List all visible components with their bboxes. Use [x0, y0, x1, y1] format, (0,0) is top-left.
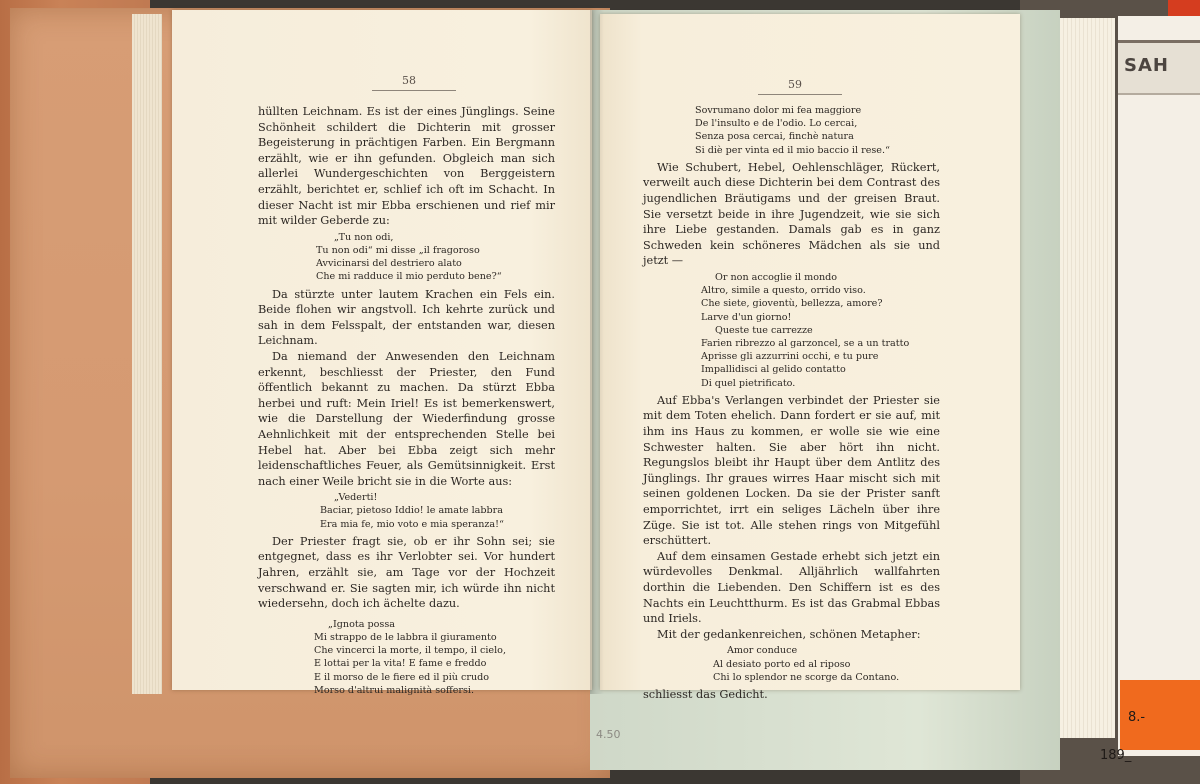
verse-line: E lottai per la vita! E fame e freddo — [314, 658, 487, 670]
page-stack-right — [1060, 18, 1115, 738]
right-page — [600, 14, 1020, 701]
paragraph: Da stürzte unter lautem Krachen ein Fels ein. Beide flohen wir angstvoll. Ich kehrte zurück und sah in dem Felsspalt, der entstanden war, diesen Leichnam. — [258, 287, 555, 348]
corner-year: 189_ — [1100, 748, 1132, 763]
verse-line: Baciar, pietoso Iddio! le amate labbra — [320, 505, 503, 517]
verse-line: Che vincerci la morte, il tempo, il cielo, — [314, 645, 507, 657]
left-text-block — [258, 104, 555, 700]
paragraph: hüllten Leichnam. Es ist der eines Jünglings. Seine Schönheit schildert die Dichterin mit grosser Begeisterung in prächtigen Farben. Ein Bergmann erzählt, wie er ihn gefunden. Obgleich man sich allerlei Wundergeschichten von Berggeistern erzählt, berichtet er, schlief ich oft im Schacht. In dieser Nacht ist mir Ebba erschienen und rief mir mit wilder Geberde zu: — [258, 105, 555, 228]
verse-line: Farien ribrezzo al garzoncel, se a un tratto — [701, 337, 910, 349]
paragraph: Auf Ebba's Verlangen verbindet der Priester sie mit dem Toten ehelich. Dann fordert er sie auf, mit ihm ins Haus zu kommen, er wolle sie wie eine Schwester halten. Sie aber hört ihn nicht. Regungslos bleibt ihr Haupt über dem Antlitz des Jünglings. Ihr graues wirres Haar mischt sich mit seinen goldenen Locken. Da sie der Prister sanft emporrichtet, irrt ein seliges Lächeln über ihre Züge. Sie ist tot. Alle stehen rings von Mitgefühl erschüttert. — [643, 393, 940, 548]
verse-line: Larve d'un giorno! — [701, 311, 792, 323]
verse-line: Sovrumano dolor mi fea maggiore — [695, 105, 862, 116]
catalog-card — [1118, 16, 1200, 756]
paragraph: Auf dem einsamen Gestade erhebt sich jetzt ein würdevolles Denkmal. Alljährlich wallfahrten dorthin die Liebenden. Den Schiffern ist es des Nachts ein Leuchtthurm. Es ist das Grabmal Ebbas und Iriels. — [643, 549, 940, 626]
verse-line: Amor conduce — [727, 645, 798, 657]
verse-line: Al desiato porto ed al riposo — [713, 658, 851, 670]
verse-block — [258, 491, 555, 531]
catalog-card-header — [1118, 40, 1200, 95]
verse-line: Mi strappo de le labbra il giuramento — [314, 632, 497, 644]
verse-line: Morso d'altrui malignità soffersi. — [314, 684, 475, 696]
right-text-block — [643, 102, 940, 703]
verse-line: Tu non odi“ mi disse „il fragoroso — [316, 244, 480, 256]
verse-line: „Tu non odi, — [334, 231, 394, 243]
page-number-left: 58 — [402, 74, 416, 87]
verse-line: Altro, simile a questo, orrido viso. — [701, 285, 866, 297]
card-label: SAH — [1124, 55, 1169, 76]
binding-gutter — [590, 10, 604, 694]
verse-block — [643, 644, 940, 684]
corner-note: 8.- — [1128, 710, 1146, 725]
verse-line: Che mi radduce il mio perduto bene?“ — [316, 271, 502, 283]
verse-block — [643, 104, 940, 157]
verse-line: Or non accoglie il mondo — [715, 271, 838, 283]
paragraph: Da niemand der Anwesenden den Leichnam erkennt, beschliesst der Priester, den Fund öffentlich bekannt zu machen. Da stürzt Ebba herbei und ruft: Mein Iriel! Es ist bemerkenswert, wie die Darstellung der Wiederfindung grosse Aehnlichkeit mit der entsprechenden Stelle bei Hebel hat. Aber bei Ebba zeigt sich mehr leidenschaftliches Feuer, als Gemütsinnigkeit. Erst nach einer Weile bricht sie in die Worte aus: — [258, 349, 555, 488]
verse-line: „Ignota possa — [328, 618, 395, 630]
verse-line: Chi lo splendor ne scorge da Contano. — [713, 671, 900, 683]
verse-block — [258, 618, 555, 697]
verse-line: Si diè per vinta ed il mio baccio il rese.“ — [695, 144, 890, 156]
verse-block — [643, 271, 940, 390]
page-number-rule — [372, 90, 456, 91]
verse-line: „Vederti! — [334, 492, 378, 504]
paragraph: schliesst das Gedicht. — [643, 687, 768, 701]
verse-line: E il morso de le fiere ed il più crudo — [314, 671, 490, 683]
verse-line: Di quel pietrificato. — [701, 377, 796, 389]
verse-line: Avvicinarsi del destriero alato — [316, 258, 462, 270]
verse-line: Impallidisci al gelido contatto — [701, 364, 846, 376]
verse-line: Era mia fe, mio voto e mia speranza!“ — [320, 518, 504, 530]
verse-line: Che siete, gioventù, bellezza, amore? — [701, 298, 883, 310]
verse-line: Senza posa cercai, finchè natura — [695, 131, 854, 143]
pencil-mark: 4.50 — [596, 728, 621, 741]
paragraph: Mit der gedankenreichen, schönen Metapher: — [657, 627, 921, 641]
paragraph: Der Priester fragt sie, ob er ihr Sohn sei; sie entgegnet, dass es ihr Verlobter sei. Vor hundert Jahren, erzählt sie, am Tage vor der Hochzeit verschwand er. Sie sagten mir, ich würde ihn nicht wiedersehn, doch ich ächelte dazu. — [258, 534, 555, 611]
verse-block — [258, 231, 555, 284]
page-number-rule — [758, 94, 842, 95]
page-number-right: 59 — [788, 78, 802, 91]
paragraph: Wie Schubert, Hebel, Oehlenschläger, Rückert, verweilt auch diese Dichterin bei dem Contrast des jugendlichen Bräutigams und der greisen Braut. Sie versetzt beide in ihre Jugendzeit, wie sie sich ihre Liebe gestanden. Damals gab es in ganz Schweden kein schöneres Mädchen als sie und jetzt — — [643, 160, 940, 268]
left-page — [172, 10, 592, 696]
verse-line: Queste tue carrezze — [715, 324, 813, 336]
page-stack-left — [132, 14, 162, 694]
verse-line: De l'insulto e de l'odio. Lo cercai, — [695, 118, 858, 130]
verse-line: Aprisse gli azzurrini occhi, e tu pure — [701, 351, 879, 363]
